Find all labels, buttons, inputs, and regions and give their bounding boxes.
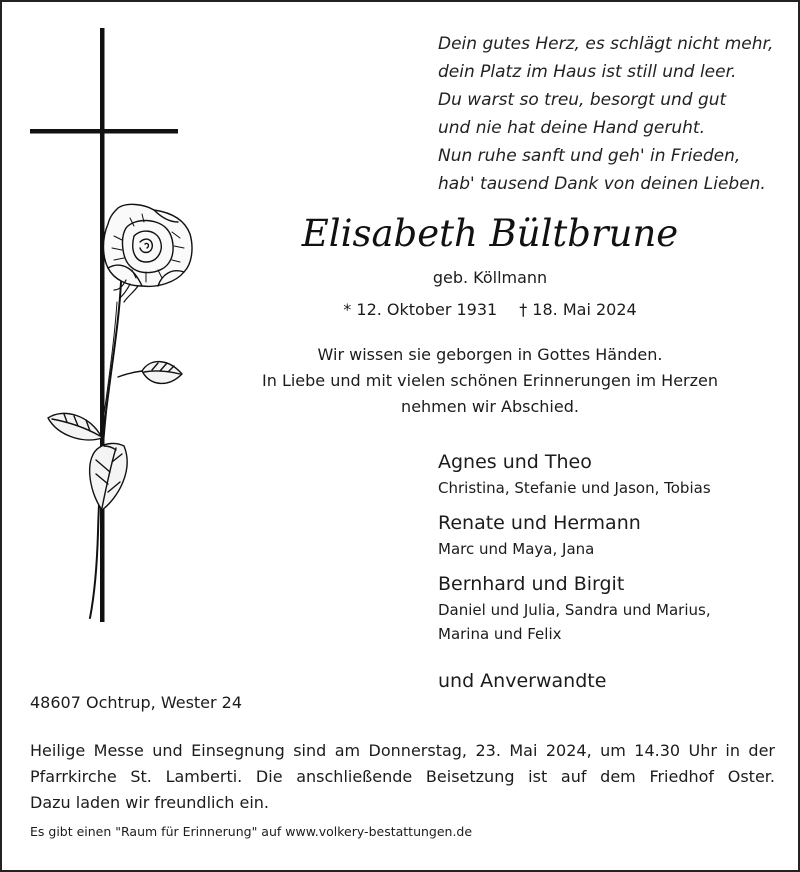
family-members: Marina und Felix [438, 625, 562, 643]
farewell-line: In Liebe und mit vielen schönen Erinnerungen im Herzen [262, 371, 718, 390]
rose-icon [48, 204, 192, 618]
memorial-poem [438, 30, 783, 198]
address: 48607 Ochtrup, Wester 24 [30, 693, 243, 712]
family-members: Marc und Maya, Jana [438, 540, 595, 558]
death-date: † 18. Mai 2024 [519, 300, 637, 319]
relatives-line: und Anverwandte [438, 670, 607, 692]
farewell-line: nehmen wir Abschied. [401, 397, 579, 416]
family-head: Agnes und Theo [438, 451, 592, 473]
family-members: Daniel und Julia, Sandra und Marius, [438, 601, 711, 619]
farewell-line: Wir wissen sie geborgen in Gottes Händen. [317, 345, 663, 364]
poem-line: dein Platz im Haus ist still und leer. [438, 62, 737, 82]
life-dates [200, 300, 780, 319]
cross-and-rose-illustration [22, 22, 212, 642]
service-line: Pfarrkirche St. Lamberti. Die anschließende Beisetzung ist auf dem Friedhof Oster. [30, 767, 775, 786]
poem-line: Nun ruhe sanft und geh' in Frieden, [438, 146, 741, 166]
family-group [438, 448, 788, 500]
mourners-list [438, 448, 788, 655]
memorial-website-note: Es gibt einen "Raum für Erinnerung" auf www.volkery-bestattungen.de [30, 824, 473, 839]
family-members: Christina, Stefanie und Jason, Tobias [438, 479, 711, 497]
cross-icon [30, 28, 178, 622]
farewell-text [200, 342, 780, 420]
birth-name: geb. Köllmann [432, 268, 548, 287]
poem-line: und nie hat deine Hand geruht. [438, 118, 706, 138]
service-line: Dazu laden wir freundlich ein. [30, 793, 269, 812]
deceased-name: Elisabeth Bültbrune [301, 212, 679, 255]
poem-line: hab' tausend Dank von deinen Lieben. [438, 174, 766, 194]
poem-line: Du warst so treu, besorgt und gut [438, 90, 727, 110]
birth-date: * 12. Oktober 1931 [343, 300, 498, 319]
family-group [438, 509, 788, 561]
family-head: Bernhard und Birgit [438, 573, 625, 595]
funeral-service-info [30, 738, 775, 816]
family-head: Renate und Hermann [438, 512, 641, 534]
family-group [438, 570, 788, 646]
poem-line: Dein gutes Herz, es schlägt nicht mehr, [438, 34, 774, 54]
service-line: Heilige Messe und Einsegnung sind am Donnerstag, 23. Mai 2024, um 14.30 Uhr in der [30, 741, 775, 760]
